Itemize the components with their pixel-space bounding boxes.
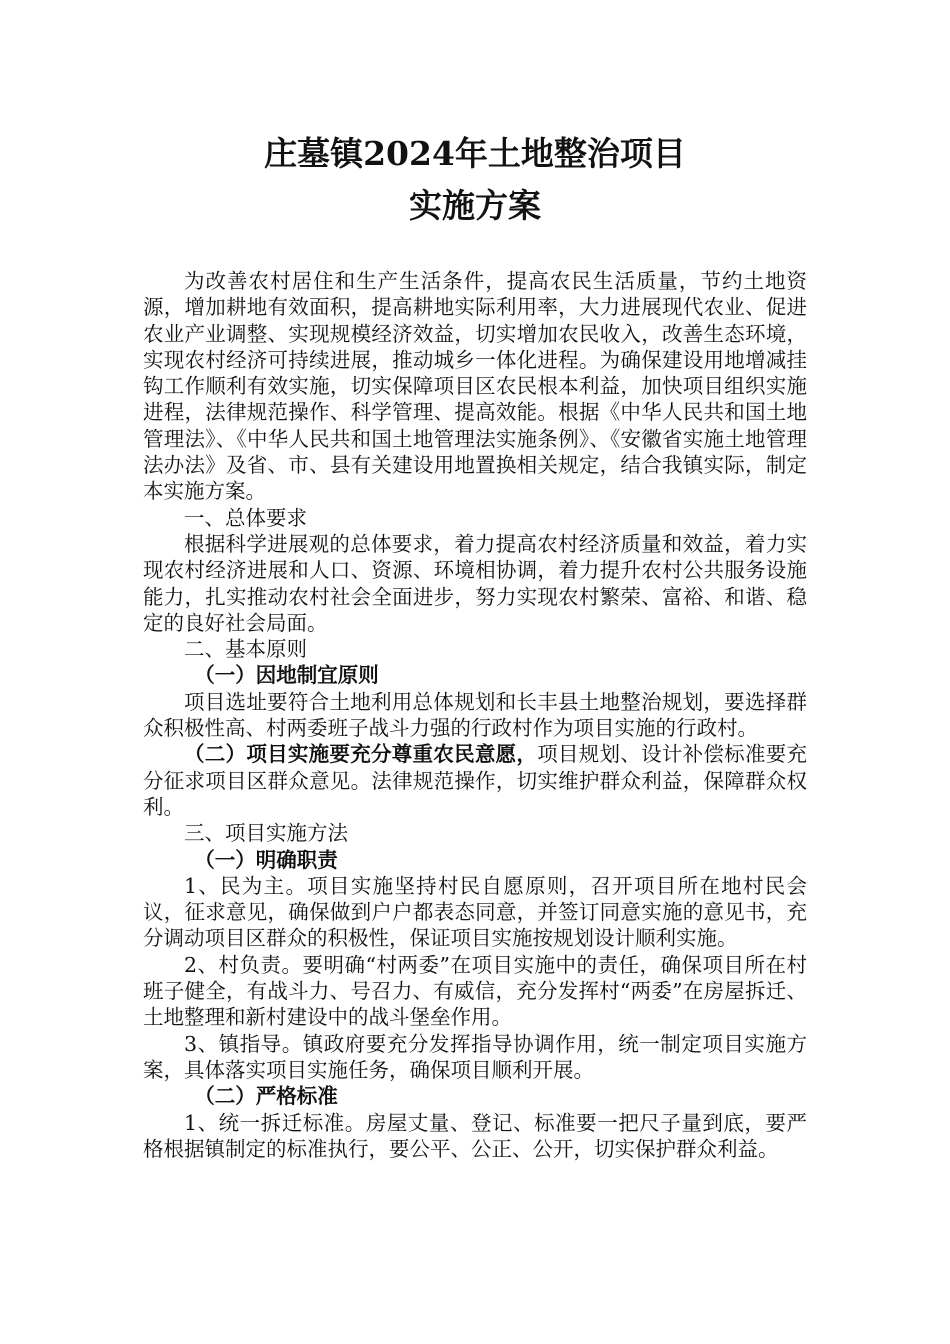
section-2-sub-1-heading: （一）因地制宜原则 [194,663,379,688]
section-3-heading: 三、项目实施方法 [184,821,348,846]
section-3-sub-1-item-2: 2、村负责。要明确“村两委”在项目实施中的责任，确保项目所在村班子健全，有战斗力、号召力、有威信，充分发挥村“两委”在房屋拆迁、土地整理和新村建设中的战斗堡垒作用。 [143,952,807,1030]
section-2-sub-2-lead: （二）项目实施要充分尊重农民意愿， [184,742,538,767]
document-body [143,268,807,1162]
section-3-sub-1-item-1: 1、民为主。项目实施坚持村民自愿原则，召开项目所在地村民会议，征求意见，确保做到户户都表态同意，并签订同意实施的意见书，充分调动项目区群众的积极性，保证项目实施按规划设计顺利实施。 [143,873,807,951]
section-1-paragraph: 根据科学进展观的总体要求，着力提高农村经济质量和效益，着力实现农村经济进展和人口、资源、环境相协调，着力提升农村公共服务设施能力，扎实推动农村社会全面进步，努力实现农村繁荣、富裕、和谐、稳定的良好社会局面。 [143,531,807,635]
section-3-sub-1-heading: （一）明确职责 [194,847,338,872]
title-line-2: 实施方案 [409,186,541,225]
section-3-sub-2-heading: （二）严格标准 [194,1084,338,1109]
document-title [0,128,950,232]
section-2-heading: 二、基本原则 [184,637,307,662]
section-3-sub-2-item-1: 1、统一拆迁标准。房屋丈量、登记、标准要一把尺子量到底，要严格根据镇制定的标准执行，要公平、公正、公开，切实保护群众利益。 [143,1110,807,1161]
section-3-sub-1-item-3: 3、镇指导。镇政府要充分发挥指导协调作用，统一制定项目实施方案，具体落实项目实施任务，确保项目顺利开展。 [143,1031,807,1082]
section-2-sub-2-paragraph [143,741,807,820]
section-1-heading: 一、总体要求 [184,505,307,530]
intro-paragraph: 为改善农村居住和生产生活条件，提高农民生活质量，节约土地资源，增加耕地有效面积，提高耕地实际利用率，大力进展现代农业、促进农业产业调整、实现规模经济效益，切实增加农民收入，改善生态环境，实现农村经济可持续进展，推动城乡一体化进程。为确保建设用地增减挂钩工作顺利有效实施，切实保障项目区农民根本利益，加快项目组织实施进程，法律规范操作、科学管理、提高效能。根据《中华人民共和国土地管理法》、《中华人民共和国土地管理法实施条例》、《安徽省实施土地管理法办法》及省、市、县有关建设用地置换相关规定，结合我镇实际，制定本实施方案。 [143,269,807,504]
title-line-1: 庄墓镇2024年土地整治项目 [264,134,686,173]
section-2-sub-1-paragraph: 项目选址要符合土地利用总体规划和长丰县土地整治规划，要选择群众积极性高、村两委班子战斗力强的行政村作为项目实施的行政村。 [143,689,807,741]
section-2-sub-2-text: 项目规划、设计补偿标准要充分征求项目区群众意见。法律规范操作，切实维护群众利益，保障群众权利。 [143,742,808,819]
